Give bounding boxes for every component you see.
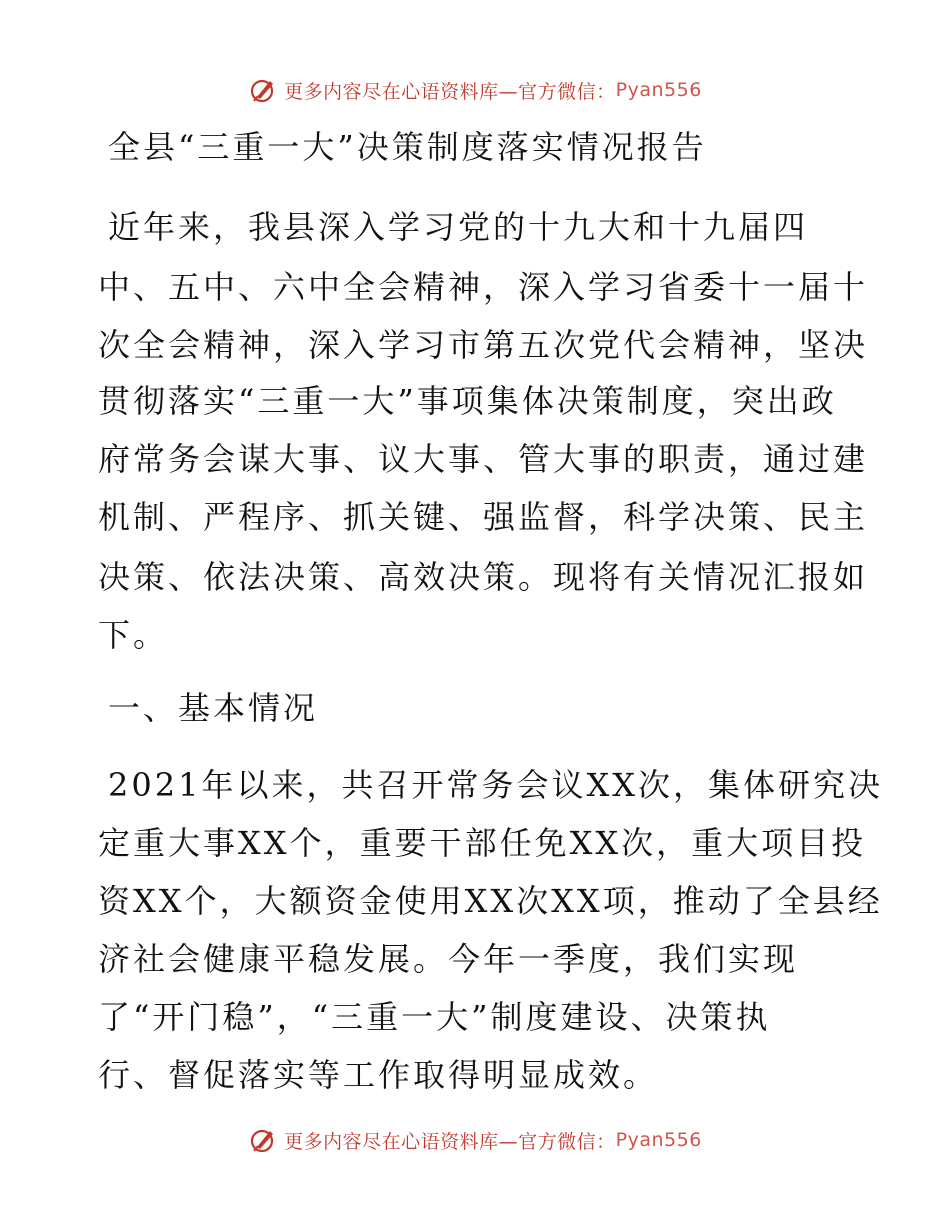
intro-line: 机制、严程序、抓关键、强监督，科学决策、民主: [98, 498, 869, 536]
section-line: 定重大事XX个，重要干部任免XX次，重大项目投: [98, 824, 867, 862]
section-line: 了“开门稳”，“三重一大”制度建设、决策执: [98, 998, 771, 1036]
feather-pen-logo-icon: [248, 75, 278, 105]
section-line: 行、督促落实等工作取得明显成效。: [98, 1056, 659, 1094]
watermark-banner-top: [0, 70, 950, 110]
intro-line: 决策、依法决策、高效决策。现将有关情况汇报如: [98, 558, 869, 596]
watermark-banner-bottom: [0, 1120, 950, 1160]
section-line: 2021年以来，共召开常务会议XX次，集体研究决: [108, 766, 884, 804]
intro-line: 贯彻落实“三重一大”事项集体决策制度，突出政: [98, 382, 837, 420]
intro-line: 次全会精神，深入学习市第五次党代会精神，坚决: [98, 326, 869, 364]
watermark-wechat-id: Pyan556: [615, 1129, 702, 1151]
feather-pen-logo-icon: [248, 1125, 278, 1155]
document-title: 全县“三重一大”决策制度落实情况报告: [108, 128, 707, 166]
section-heading: 一、基本情况: [108, 689, 319, 727]
watermark-wechat-id: Pyan556: [615, 79, 702, 101]
watermark-text: 更多内容尽在心语资料库—官方微信：: [284, 1130, 616, 1153]
watermark-text: 更多内容尽在心语资料库—官方微信：: [284, 80, 616, 103]
intro-line: 府常务会谋大事、议大事、管大事的职责，通过建: [98, 440, 869, 478]
section-line: 资XX个，大额资金使用XX次XX项，推动了全县经: [98, 882, 883, 920]
intro-line: 下。: [98, 616, 169, 654]
intro-line: 中、五中、六中全会精神，深入学习省委十一届十: [98, 268, 869, 306]
intro-line: 近年来，我县深入学习党的十九大和十九届四: [108, 208, 809, 246]
section-line: 济社会健康平稳发展。今年一季度，我们实现: [98, 940, 799, 978]
